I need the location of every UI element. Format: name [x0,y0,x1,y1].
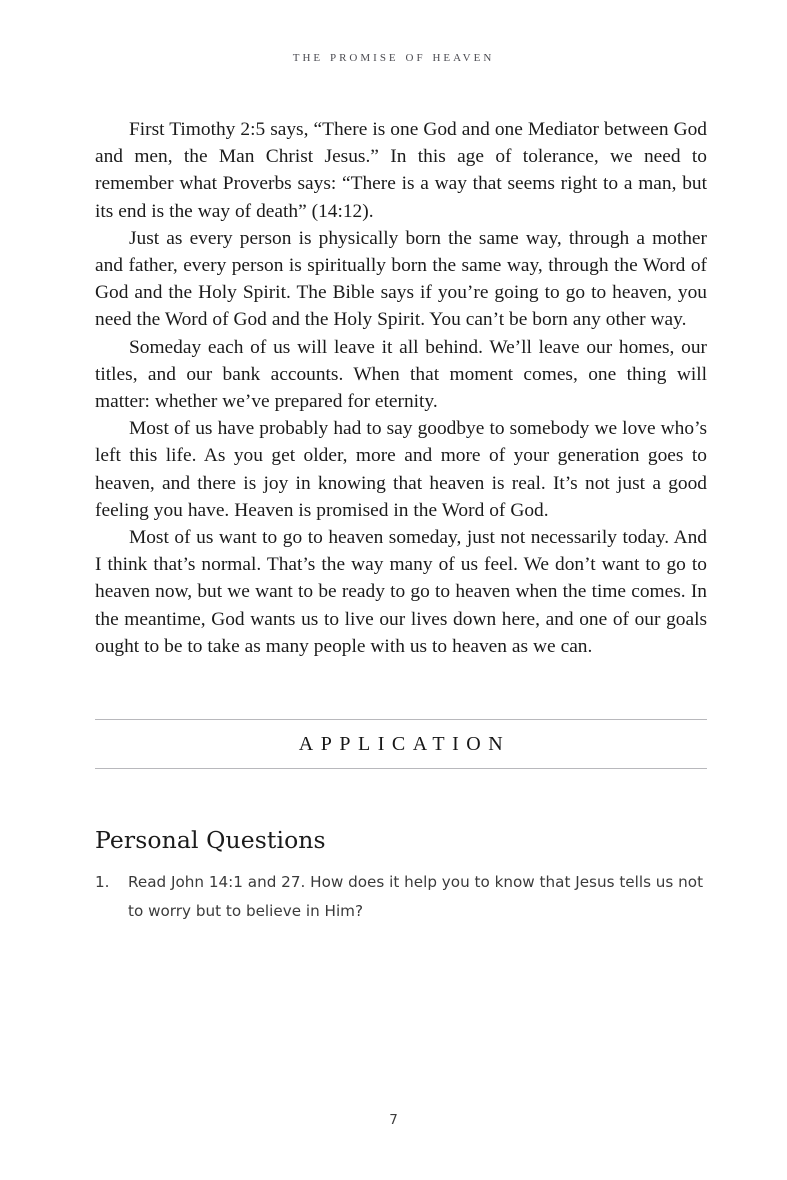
application-heading: APPLICATION [298,733,511,755]
paragraph: Most of us have probably had to say goodbye to somebody we love who’s left this life. As you get older, more and more of your generation goes to heaven, and there is joy in knowing that heaven is real. It’s not just a good feeling you have. Heaven is promised in the Word of God. [95,418,707,521]
page-number: 7 [389,1112,398,1128]
question-text: Read John 14:1 and 27. How does it help you to know that Jesus tells us not to worry but to believe in Him? [128,873,704,920]
personal-questions-section [95,826,710,935]
application-section [95,719,707,769]
divider-rule-bottom [95,768,707,769]
question-list [95,868,710,925]
question-number: 1. [95,873,110,891]
paragraph: Just as every person is physically born the same way, through a mother and father, every person is spiritually born the same way, through the Word of God and the Holy Spirit. The Bible says if you’re going to go to heaven, you need the Word of God and the Holy Spirit. You can’t be born any other way. [95,227,707,331]
list-item [95,868,710,925]
paragraph: Most of us want to go to heaven someday, just not necessarily today. And I think that’s normal. That’s the way many of us feel. We don’t want to go to heaven now, but we want to be ready to go to heaven when the time comes. In the meantime, God wants us to live our lives down here, and one of our goals ought to be to take as many people with us to heaven as we can. [95,527,707,657]
running-head: the promise of heaven [292,48,495,65]
personal-questions-heading: Personal Questions [95,826,326,854]
body-text-column [95,116,707,660]
paragraph: Someday each of us will leave it all behind. We’ll leave our homes, our titles, and our bank accounts. When that moment comes, one thing will matter: whether we’ve prepared for eternity. [95,336,707,413]
paragraph: First Timothy 2:5 says, “There is one God and one Mediator between God and men, the Man Christ Jesus.” In this age of tolerance, we need to remember what Proverbs says: “There is a way that seems right to a man, but its end is the way of death” (14:12). [95,119,707,222]
